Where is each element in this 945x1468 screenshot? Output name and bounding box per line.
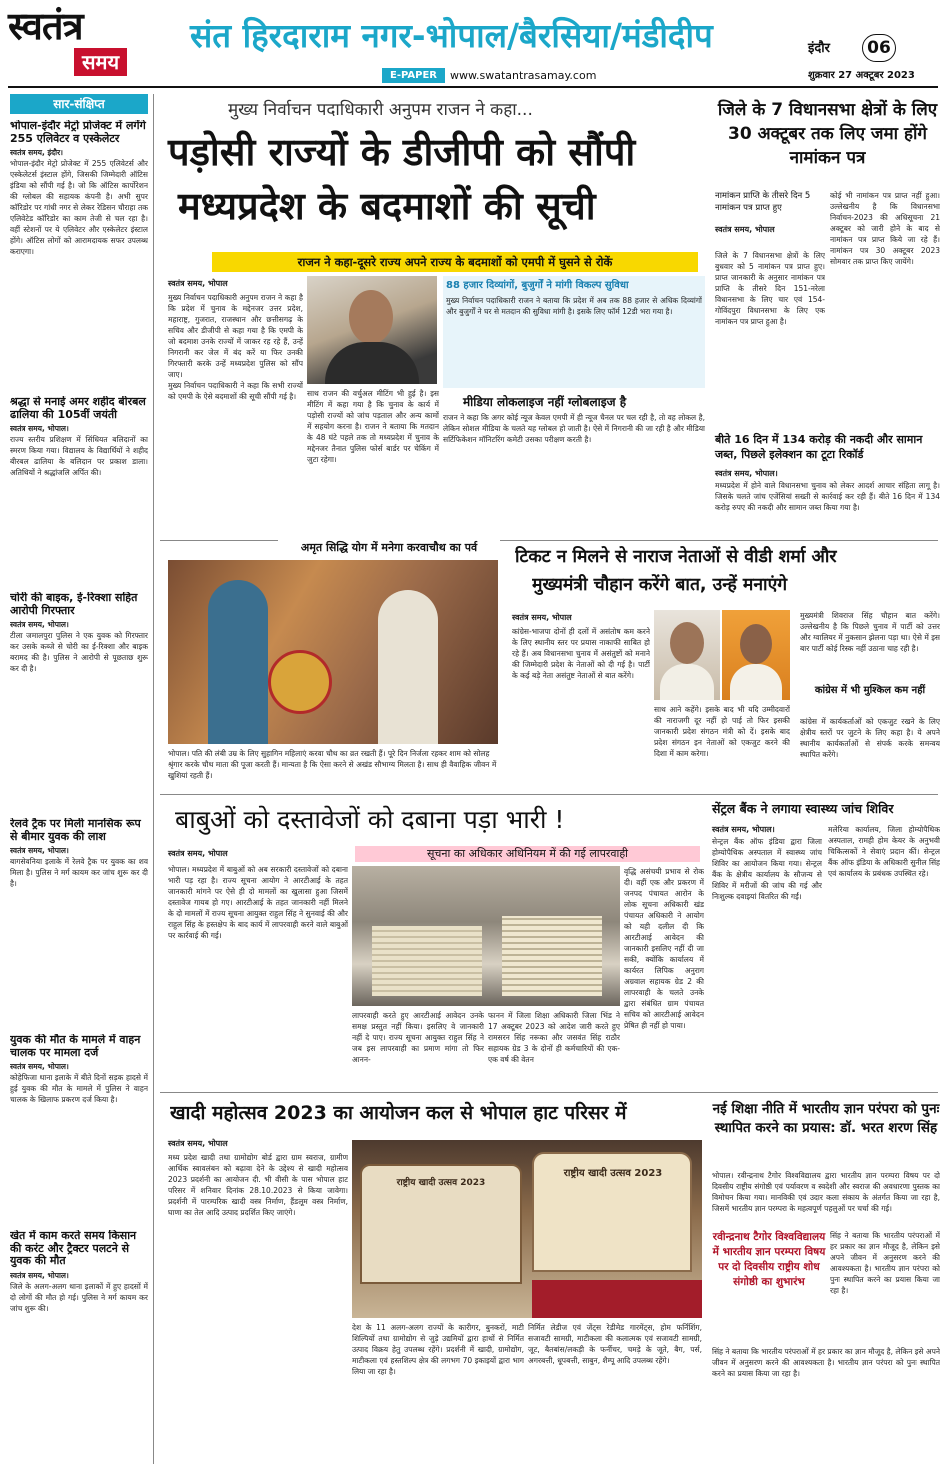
babus-subhead: सूचना का अधिकार अधिनियम में की गई लापरवाही	[355, 846, 700, 862]
masthead-title: संत हिरदाराम नगर-भोपाल/बैरसिया/मंडीदीप	[190, 16, 713, 55]
sidebar-item-body: जिले के अलग-अलग थाना इलाकों में हुए हादसों में दो लोगों की मौत हो गई। पुलिस ने मर्ग कायम कर जांच शुरू की।	[10, 1281, 148, 1313]
nomination-body: जिले के 7 विधानसभा क्षेत्रों के लिए बुधवार को 5 नामांकन पत्र प्राप्त हुए। प्राप्त जानकारी के अनुसार नामांकन पत्र प्राप्ति के तीसरे दिन 151-नरेला विधानसभा के लिए चार एवं 154-गोविंदपुरा विधानसभा के लिए एक नामांकन पत्र प्राप्त हुआ है।	[715, 251, 825, 326]
babus-headline: बाबुओं को दस्तावेजों को दबाना पड़ा भारी !	[175, 805, 565, 834]
sidebar-item-body: राज्य स्तरीय प्रशिक्षण में सिंधियत बलिदानों का स्मरण किया गया। विद्यालय के विद्यार्थियों ने शहीद बीरबल ढालिया के बलिदान पर प्रकाश डाला। अतिथियों ने श्रद्धांजलि अर्पित की।	[10, 435, 148, 478]
sidebar-item-body: कोहेफिजा थाना इलाके में बीते दिनों सड़क हादसे में हुई युवक की मौत के मामले में पुलिस ने वाहन चालक के खिलाफ प्रकरण दर्ज किया है।	[10, 1073, 148, 1105]
khadi-photo	[352, 1140, 702, 1318]
sidebar-item-byline: स्वतंत्र समय, इंदौर।	[10, 148, 63, 158]
bank-col1: सेन्ट्रल बैंक ऑफ इंडिया द्वारा जिला होम्योपैथिक अस्पताल में स्वास्थ्य जांच शिविर का आयोजन किया गया। सेन्ट्रल बैंक के क्षेत्रीय कार्यालय के सौजन्य से शिविर में मरीजों की जांच की गई और निःशुल्क दवाइयां वितरित की गईं।	[712, 837, 822, 901]
masthead	[0, 0, 945, 88]
masthead-rule	[8, 86, 938, 88]
sidebar-item-body: टीला जमालपुरा पुलिस ने एक युवक को गिरफ्तार कर उसके कब्जे से चोरी का ई-रिक्शा और बाइक बरामद की है। पुलिस ने आरोपी से पूछताछ शुरू कर दी है।	[10, 631, 148, 674]
city-label: इंदौर	[808, 41, 830, 56]
logo-bottom: समय	[74, 48, 127, 76]
babus-col2: लापरवाही करते हुए आरटीआई आवेदन उनके समक्ष प्रस्तुत नहीं किया। इसलिए वे जानकारी नहीं दे पाए। राज्य सूचना आयुक्त राहुल सिंह ने जब इस लापरवाही का प्रमाण मांगा तो फिर आनन-	[352, 1011, 484, 1064]
tickets-col1: कांग्रेस-भाजपा दोनों ही दलों में असंतोष कम करने के लिए स्थानीय स्तर पर प्रयास नाकाफी साबित हो रहे हैं। अब विधानसभा चुनाव में असंतुष्टों को मनाने की जिम्मेदारी प्रदेश के नेताओं को दी गई है। पार्टी के कई बड़े नेता असंतुष्ट नेताओं से बात करेंगे।	[512, 627, 650, 680]
lead-subhead: राजन ने कहा-दूसरे राज्य अपने राज्य के बदमाशों को एमपी में घुसने से रोकें	[212, 252, 698, 272]
khadi-col2: देश के 11 अलग-अलग राज्यों के कारीगर, बुनकरों, माटी शिल्पियों तथा ग्रामोद्योग से जुड़े उद्यमियों द्वारा हाथों से निर्मित उत्पाद विक्रय हेतु उपलब्ध रहेंगे। प्रदर्शनी में खादी, ग्रामोद्योग, माटीकला एवं हस्तशिल्प क्षेत्र की लगभग 70 इकाइयों द्वारा भाग लिया जा रहा है।	[352, 1323, 524, 1376]
sidebar-item-headline: रेलवे ट्रैक पर मिली मानसिक रूप से बीमार युवक की लाश	[10, 818, 141, 843]
sidebar-item-headline: भोपाल-इंदौर मेट्रो प्रोजेक्ट में लगेंगे 255 एलिवेटर व एस्केलेटर	[10, 120, 146, 145]
row-divider-2	[160, 794, 938, 795]
sidebar-item-body: बागसेवनिया इलाके में रेलवे ट्रैक पर युवक का शव मिला है। पुलिस ने मर्ग कायम कर जांच शुरू कर दी है।	[10, 857, 148, 889]
sidebar-item-headline: युवक की मौत के मामले में वाहन चालक पर मामला दर्ज	[10, 1034, 141, 1059]
lead-photo	[307, 276, 437, 384]
person-head	[349, 290, 393, 344]
sidebar-item-headline: श्रद्धा से मनाई अमर शहीद बीरबल ढालिया की 105वीं जयंती	[10, 396, 146, 421]
sidebar-item	[10, 396, 148, 586]
congress-body: कांग्रेस में कार्यकर्ताओं को एकजुट रखने के लिए क्षेत्रीय स्तरों पर जुटने के लिए कहा है। ये अपने स्थानीय कार्यकर्ताओं से संपर्क करके समन्वय स्थापित करेंगे।	[800, 717, 940, 759]
box-88k-headline: 88 हजार दिव्यांगों, बुजुर्गों ने मांगी विकल्प सुविधा	[446, 280, 629, 291]
sidebar-item-headline: खेत में काम करते समय किसान की करंट और ट्रैक्टर पलटने से युवक की मौत	[10, 1230, 137, 1268]
nomination-byline: स्वतंत्र समय, भोपाल	[715, 225, 775, 234]
nep-body-2: सिंह ने बताया कि भारतीय परंपराओं में हर प्रकार का ज्ञान मौजूद है, लेकिन इसे अपने जीवन में अनुसरण करने की आवश्यकता है। भारतीय ज्ञान परंपरा को पुनः स्थापित करने का प्रयास किया जा रहा है।	[830, 1231, 940, 1295]
person-shoulders	[325, 342, 419, 384]
sidebar-item-byline: स्वतंत्र समय, भोपाल।	[10, 1062, 69, 1072]
cash-headline: बीते 16 दिन में 134 करोड़ की नकदी और सामान जब्त, पिछले इलेक्शन का टूटा रिकॉर्ड	[715, 433, 923, 461]
nep-headline: नई शिक्षा नीति में भारतीय ज्ञान परंपरा को पुनः स्थापित करने का प्रयास: डॉ. भरत शरण सिंह	[712, 1101, 940, 1136]
sidebar-item-byline: स्वतंत्र समय, भोपाल।	[10, 620, 69, 630]
lead-headline-line1: पड़ोसी राज्यों के डीजीपी को सौंपी	[168, 130, 636, 174]
cash-byline: स्वतंत्र समय, भोपाल।	[715, 469, 778, 478]
babus-byline: स्वतंत्र समय, भोपाल	[168, 849, 228, 858]
lead-col1: मुख्य निर्वाचन पदाधिकारी अनुपम राजन ने कहा है कि प्रदेश में चुनाव के मद्देनजर उत्तर प्रदेश, महाराष्ट्र, गुजरात, राजस्थान और छत्तीसगढ़ के सचिव और डीजीपी से कहा गया है कि एमपी के जो बदमाश उनके राज्यों में जाकर रह रहे हैं, उन्हें निगरानी कर जेल में बंद करें या फिर उनकी गिरफ्तारी करके उन्हें मध्यप्रदेश पुलिस को सौंप जाए। मुख्य निर्वाचन पदाधिकारी ने कहा कि सभी राज्यों को एमपी के ऐसे बदमाशों की सूची सौंपी गई है।	[168, 293, 303, 401]
sidebar-item	[10, 120, 148, 390]
khadi-banner-text: राष्ट्रीय खादी उत्सव 2023	[396, 1178, 486, 1188]
media-headline: मीडिया लोकलाइज नहीं ग्लोबलाइज है	[463, 395, 627, 409]
site-url[interactable]: www.swatantrasamay.com	[450, 69, 597, 82]
khadi-headline: खादी महोत्सव 2023 का आयोजन कल से भोपाल हाट परिसर में	[170, 1102, 627, 1124]
logo-top: स्वतंत्र	[8, 3, 83, 48]
babus-photo	[352, 866, 620, 1006]
tickets-headline-line2: मुख्यमंत्री चौहान करेंगे बात, उन्हें मनाएंगे	[532, 575, 788, 595]
karwa-caption: भोपाल। पति की लंबी उम्र के लिए सुहागिन महिलाएं करवा चौथ का व्रत रखती हैं। पूरे दिन निर्जला रहकर शाम को सोलह श्रृंगार करके चौथ माता की पूजा करती हैं। मान्यता है कि ऐसा करने से अखंड सौभाग्य मिलता है। साथ ही वैवाहिक जीवन में खुशियां रहती हैं।	[168, 749, 497, 780]
leader-head	[740, 624, 772, 664]
khadi-banner-right	[532, 1152, 692, 1272]
sidebar-divider	[153, 94, 154, 1464]
cash-body: मध्यप्रदेश में होने वाले विधानसभा चुनाव को लेकर आदर्श आचार संहिता लागू है। जिसके चलते जांच एजेंसियां सख्ती से कार्रवाई कर रही हैं। बीते 16 दिन में 134 करोड़ रुपए की नकदी और सामान जब्त किया गया है।	[715, 481, 940, 512]
tickets-photo-right	[722, 610, 790, 700]
woman-left	[208, 580, 268, 744]
sidebar	[10, 94, 148, 1464]
red-stage	[532, 1280, 702, 1318]
congress-subhead: कांग्रेस में भी मुश्किल कम नहीं	[814, 685, 926, 696]
page-number: 06	[862, 34, 896, 62]
sidebar-item	[10, 818, 148, 1028]
karwa-photo	[168, 560, 498, 744]
khadi-banner-left	[360, 1164, 522, 1284]
sidebar-item	[10, 1034, 148, 1224]
khadi-col3: निर्मित लेडीज एवं जेंट्स रेडीमेड गारमेंट्स, होम फर्निशिंग, सजावटी सामग्री, माटीकला की कलात्मक एवं सजावटी सामग्री, जूट, बैतबांस/लकड़ी के फर्नीचर, चमड़े के जूते, बैग, पर्स, अगरबत्ती, धूपबत्ती, साबुन, शैम्पू आदि उपलब्ध रहेंगे।	[528, 1323, 702, 1365]
media-body: राजन ने कहा कि अगर कोई न्यूज केवल एमपी में ही न्यूज चैनल पर चल रही है, तो वह लोकल है, लेकिन सोशल मीडिया के चलते यह ग्लोबल हो जाती है। ऐसे में निगरानी की जा रही है और मीडिया सर्टिफिकेशन मॉनिटरिंग कमेटी उसका परीक्षण करती है।	[443, 413, 705, 444]
box-88k-body: मुख्य निर्वाचन पदाधिकारी राजन ने बताया कि प्रदेश में अब तक 88 हजार से अधिक दिव्यांगों और बुजुर्गों ने घर से मतदान की सुविधा मांगी है। इसके लिए फॉर्म 12डी भरा गया है।	[446, 296, 702, 316]
file-stack	[372, 926, 482, 996]
tickets-col3: मुख्यमंत्री शिवराज सिंह चौहान बात करेंगे। उल्लेखनीय है कि पिछले चुनाव में पार्टी को उत्तर और ग्वालियर में नुकसान झेलना पड़ा था। ऐसे में इस बार पार्टी कोई रिस्क नहीं उठाना चाह रही है।	[800, 611, 940, 653]
babus-col4: वृद्धि असंचयी प्रभाव से रोक दी। वहीं एक और प्रकरण में जनपद पंचायत आरोन के लोक सूचना अधिकारी खंड पंचायत अधिकारी ने आयोग को यही दलील दी कि आरटीआई आवेदन की जानकारी इसलिए नहीं दी जा सकी, क्योंकि कार्यालय में कार्यरत लिपिक अनुराग अग्रवाल सहायक ग्रेड 2 की लापरवाही के चलते उनके द्वारा संबंधित ग्राम पंचायत सचिव को आरटीआई आवेदन प्रेषित ही नहीं हो पाया।	[624, 867, 704, 1030]
epaper-tag: E-PAPER	[382, 68, 445, 83]
nep-pullquote: रवीन्द्रनाथ टैगोर विश्वविद्यालय में भारतीय ज्ञान परम्परा विषय पर दो दिवसीय राष्ट्रीय शोध संगोष्ठी का शुभारंभ	[712, 1231, 826, 1288]
tickets-col2: साथ आने कहेंगे। इसके बाद भी यदि उम्मीदवारों की नाराजगी दूर नहीं हो पाई तो फिर इसकी जानकारी प्रदेश संगठन मंत्री को दें। इसके बाद प्रदेश संगठन इन नेताओं को एकजुट करने की दिशा में काम करेगा।	[654, 705, 790, 758]
tickets-photo-left	[654, 610, 720, 700]
lead-headline-line2: मध्यप्रदेश के बदमाशों की सूची	[178, 184, 596, 228]
bank-headline: सेंट्रल बैंक ने लगाया स्वास्थ्य जांच शिविर	[712, 801, 894, 816]
bank-byline: स्वतंत्र समय, भोपाल।	[712, 825, 775, 834]
tickets-headline-line1: टिकट न मिलने से नाराज नेताओं से वीडी शर्मा और	[515, 547, 837, 567]
leader-body	[730, 664, 782, 700]
leader-body	[660, 664, 714, 700]
khadi-col1: मध्य प्रदेश खादी तथा ग्रामोद्योग बोर्ड द्वारा ग्राम स्वराज, ग्रामीण आर्थिक स्वावलंबन को बढ़ावा देने के उद्देश्य से खादी महोत्सव 2023 प्रदर्शनी का आयोजन दी. भी वीसी के पास भोपाल हाट परिसर में शनिवार दिनांक 28.10.2023 से किया जावेगा। प्रदर्शनी में पारम्परिक खादी वस्त्र निर्माण, हैंडलूम वस्त्र निर्माण, घाणा का तेल आदि उत्पाद प्रदर्शित किए जाएंगे।	[168, 1153, 348, 1217]
logo	[8, 4, 158, 82]
lead-kicker: मुख्य निर्वाचन पदाधिकारी अनुपम राजन ने कहा...	[228, 100, 533, 120]
nomination-headline: जिले के 7 विधानसभा क्षेत्रों के लिए 30 अक्टूबर तक लिए जमा होंगे नामांकन पत्र	[717, 100, 938, 168]
box-88k	[443, 276, 705, 388]
babus-col1: भोपाल। मध्यप्रदेश में बाबुओं को अब सरकारी दस्तावेजों को दबाना भारी पड़ रहा है। राज्य सूचना आयोग ने आरटीआई के तहत जानकारी मांगने पर ऐसे ही दो मामलों का खुलासा हुआ जिसमें दस्तावेज गायब हो गए। आरटीआई के तहत जानकारी नहीं मिलने के दो मामलों में राज्य सूचना आयुक्त राहुल सिंह ने सुनवाई की और राहुल सिंह के हस्तक्षेप के बाद कार्य में लापरवाही करने वाले बाबुओं पर कार्रवाई की गई।	[168, 865, 348, 940]
sidebar-item-byline: स्वतंत्र समय, भोपाल।	[10, 846, 69, 856]
sidebar-item-headline: चोरी की बाइक, ई-रिक्शा सहित आरोपी गिरफ्तार	[10, 592, 138, 617]
sidebar-item-byline: स्वतंत्र समय, भोपाल।	[10, 424, 69, 434]
khadi-banner-text: राष्ट्रीय खादी उत्सव 2023	[563, 1168, 663, 1179]
row-divider-3	[160, 1092, 938, 1093]
file-stack	[502, 916, 602, 996]
tickets-byline: स्वतंत्र समय, भोपाल	[512, 613, 572, 622]
sidebar-item	[10, 592, 148, 812]
bank-col2: मलेरिया कार्यालय, जिला होम्योपैथिक अस्पताल, रामही होम केयर के अनुभवी चिकित्सकों ने सेवाएं प्रदान कीं। सेन्ट्रल बैंक ऑफ इंडिया के अधिकारी सुनील सिंह एवं कार्यालय के प्रबंधक उपस्थित रहे।	[828, 825, 940, 878]
issue-date: शुक्रवार 27 अक्टूबर 2023	[808, 70, 915, 81]
nomination-summary: नामांकन प्राप्ति के तीसरे दिन 5 नामांकन पत्र प्राप्त हुए	[715, 191, 811, 213]
nep-body: भोपाल। रवीन्द्रनाथ टैगोर विश्वविद्यालय द्वारा भारतीय ज्ञान परम्परा विषय पर दो दिवसीय राष्ट्रीय संगोष्ठी एवं पर्यावरण व स्वदेशी और स्वराज की अवधारणा पुस्तक का विमोचन किया गया। मानविकी एवं उदार कला संकाय के अंतर्गत किया जा रहा है, जिसमें भारतीय ज्ञान परम्परा के महत्वपूर्ण पहलुओं पर चर्चा की गई।	[712, 1171, 940, 1213]
row-divider-1	[160, 540, 938, 541]
babus-col3: फानन में जिला शिक्षा अधिकारी जिला भिंड ने 17 अक्टूबर 2023 को आदेश जारी करते हुए रामसरन सिंह नरूका और जसवंत सिंह राठौर सहायक ग्रेड 3 के दोनों ही कर्मचारियों की एक-एक वर्ष की वेतन	[488, 1011, 620, 1064]
sidebar-item-byline: स्वतंत्र समय, भोपाल।	[10, 1270, 69, 1280]
woman-right	[378, 590, 438, 744]
khadi-byline: स्वतंत्र समय, भोपाल	[168, 1139, 228, 1148]
nep-body-3: सिंह ने बताया कि भारतीय परंपराओं में हर प्रकार का ज्ञान मौजूद है, लेकिन इसे अपने जीवन में अनुसरण करने की आवश्यकता है। भारतीय ज्ञान परंपरा को पुनः स्थापित करने का प्रयास किया जा रहा है।	[712, 1347, 940, 1378]
sidebar-header: सार-संक्षिप्त	[10, 94, 148, 114]
sidebar-item	[10, 1230, 148, 1464]
karwa-heading: अमृत सिद्धि योग में मनेगा करवाचौथ का पर्व	[278, 540, 500, 556]
sidebar-item-body: भोपाल-इंदौर मेट्रो प्रोजेक्ट में 255 एलिवेटर्स और एस्केलेटर्स इंस्टाल होंगे, जिसकी जिम्मेदारी ऑटिस इंडिया को सौंपी गई है। जो कि ऑटिस कार्पोरेशन की ग्लोबल की सहायक कंपनी है। अभी सुपर कॉरिडोर पर गांधी नगर से लेकर रेडिसन चौराहा तक एलिवेटेड कॉरिडोर का काम तेजी से चल रहा है। वहीं स्टेशनों पर ये एलिवेटर और एस्केलेटर इंस्टाल होंगे। ऑटिस लोगों को आरामदायक सफर उपलब्ध कराएगा।	[10, 159, 148, 257]
lead-byline: स्वतंत्र समय, भोपाल	[168, 279, 228, 288]
leader-head	[670, 622, 704, 664]
nomination-body-2: कोई भी नामांकन पत्र प्राप्त नहीं हुआ। उल्लेखनीय है कि विधानसभा निर्वाचन-2023 की अधिसूचना 21 अक्टूबर को जारी होने के बाद से नामांकन पत्र प्राप्त किये जा रहे हैं। नामांकन पत्र 30 अक्टूबर 2023 सोमवार तक प्राप्त किए जायेंगे।	[830, 191, 940, 266]
decorated-plate	[268, 650, 332, 714]
lead-col2: साथ राजन की वर्चुअल मीटिंग भी हुई है। इस मीटिंग में कहा गया है कि चुनाव के कार्य में पड़ोसी राज्यों को जांच पड़ताल और अन्य कामों में सहयोग करना है। राजन ने बताया कि मतदान के 48 घंटे पहले तक तो मध्यप्रदेश में चुनाव के मद्देनजर तैनात पुलिस फोर्स बार्डर पर चेकिंग में जुटा रहेगा।	[307, 389, 439, 464]
